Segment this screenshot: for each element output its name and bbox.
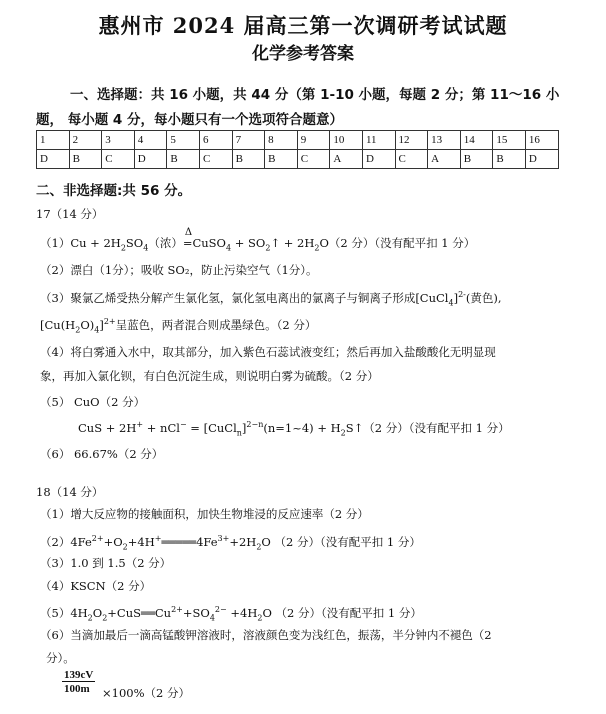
question-number: 12 (395, 131, 428, 150)
heating-condition-sign: Δ = (182, 227, 193, 250)
answer-choice: C (297, 150, 330, 169)
result-fraction (62, 669, 95, 695)
q17-answer-3-line1: （3）聚氯乙烯受热分解产生氯化氢，氯化氢电离出的氯离子与铜离子形成[CuCl$_4$]$^{2-}$(黄色), (40, 290, 502, 308)
answer-choice: B (232, 150, 265, 169)
q18-answer-2: $(2)4Fe^{2+}+O_2+4H^+═════4Fe^{3+}+2H_2O$ （2 分）（没有配平扣 1 分） (40, 534, 421, 552)
q17-answer-5-equation: CuS + 2H+ + nCl− = [CuCl$_n$]$^{2-n}$(n=1~4) + $H_2S↑(2$ 分）（没有配平扣 1 分） (78, 420, 510, 438)
answer-choice: C (199, 150, 232, 169)
q18-header: 18（14 分） (36, 485, 104, 499)
question-number: 4 (134, 131, 167, 150)
answer-choice: C (102, 150, 135, 169)
answer-choice: B (493, 150, 526, 169)
document-title: 惠州市 2024 届高三第一次调研考试试题 (98, 13, 508, 38)
question-number: 8 (265, 131, 298, 150)
question-number: 9 (297, 131, 330, 150)
q18-answer-3: （3）1.0 到 1.5（2 分） (40, 556, 172, 570)
question-number: 3 (102, 131, 135, 150)
q17-answer-6: （6） 66.67%（2 分） (40, 447, 164, 461)
question-number: 6 (199, 131, 232, 150)
answer-choice: C (395, 150, 428, 169)
question-number: 14 (460, 131, 493, 150)
q17-answer-5: （5） CuO（2 分） (40, 395, 146, 409)
question-number: 10 (330, 131, 363, 150)
q18-answer-5: $(5)4H_2O_2+CuS══Cu^{2+}+SO_4^{2-} +4H_2O$ （2 分）（没有配平扣 1 分） (40, 605, 422, 623)
fraction-numerator: 139cV (64, 669, 94, 681)
question-number: 2 (69, 131, 102, 150)
question-number: 7 (232, 131, 265, 150)
result-fraction-tail: ×100%（2 分） (102, 686, 190, 700)
document-subtitle: 化学参考答案 (252, 44, 354, 64)
q17-answer-4-line1: （4）将白雾通入水中，取其部分，加入紫色石蕊试液变红；然后再加入盐酸酸化无明显现 (40, 345, 496, 359)
answer-choice: D (37, 150, 70, 169)
q18-answer-4: （4）KSCN（2 分） (40, 579, 152, 593)
answer-table-number-row (37, 131, 559, 150)
section1-line2: 题， 每小题 4 分，每小题只有一个选项符合题意） (36, 112, 343, 128)
fraction-denominator: 100m (64, 683, 90, 695)
answer-choice: B (69, 150, 102, 169)
section2-heading: 二、非选择题:共 56 分。 (36, 183, 192, 199)
question-number: 13 (428, 131, 461, 150)
question-number: 11 (362, 131, 395, 150)
question-number: 5 (167, 131, 200, 150)
q17-answer-3-line2: $[Cu(H_2O)_4]^{2+}$呈蓝色，两者混合则成墨绿色。（2 分） (40, 317, 317, 335)
q17-answer-2: （2）漂白（1分）；吸收 SO₂，防止污染空气（1分）。 (40, 263, 318, 277)
question-number: 1 (37, 131, 70, 150)
answer-choice: B (167, 150, 200, 169)
q18-answer-1: （1）增大反应物的接触面积，加快生物堆浸的反应速率（2 分） (40, 507, 369, 521)
answer-table-answer-row (37, 150, 559, 169)
question-number: 15 (493, 131, 526, 150)
q17-header: 17（14 分） (36, 207, 104, 221)
answer-choice: D (362, 150, 395, 169)
q17-answer-4-line2: 象，再加入氯化钡，有白色沉淀生成，则说明白雾为硫酸。（2 分） (40, 369, 379, 383)
answer-choice: B (265, 150, 298, 169)
q17-answer-1: $(1)Cu + 2H_2SO_4$（浓） Δ =CuSO$_4$ + $SO_2↑ + 2H_2O(2$ 分）（没有配平扣 1 分） (40, 227, 476, 253)
question-number: 16 (525, 131, 558, 150)
section1-line1: 一、选择题：共 16 小题，共 44 分（第 1-10 小题，每题 2 分；第 11～16 小 (70, 87, 560, 103)
answer-choice: D (525, 150, 558, 169)
answer-choice: D (134, 150, 167, 169)
answer-choice: A (428, 150, 461, 169)
answer-choice: B (460, 150, 493, 169)
q18-answer-6-line2: 分）。 (46, 651, 75, 665)
answer-table (36, 130, 559, 169)
q18-answer-6-line1: （6）当滴加最后一滴高锰酸钾溶液时，溶液颜色变为浅红色，振荡，半分钟内不褪色（2 (40, 628, 492, 642)
answer-choice: A (330, 150, 363, 169)
